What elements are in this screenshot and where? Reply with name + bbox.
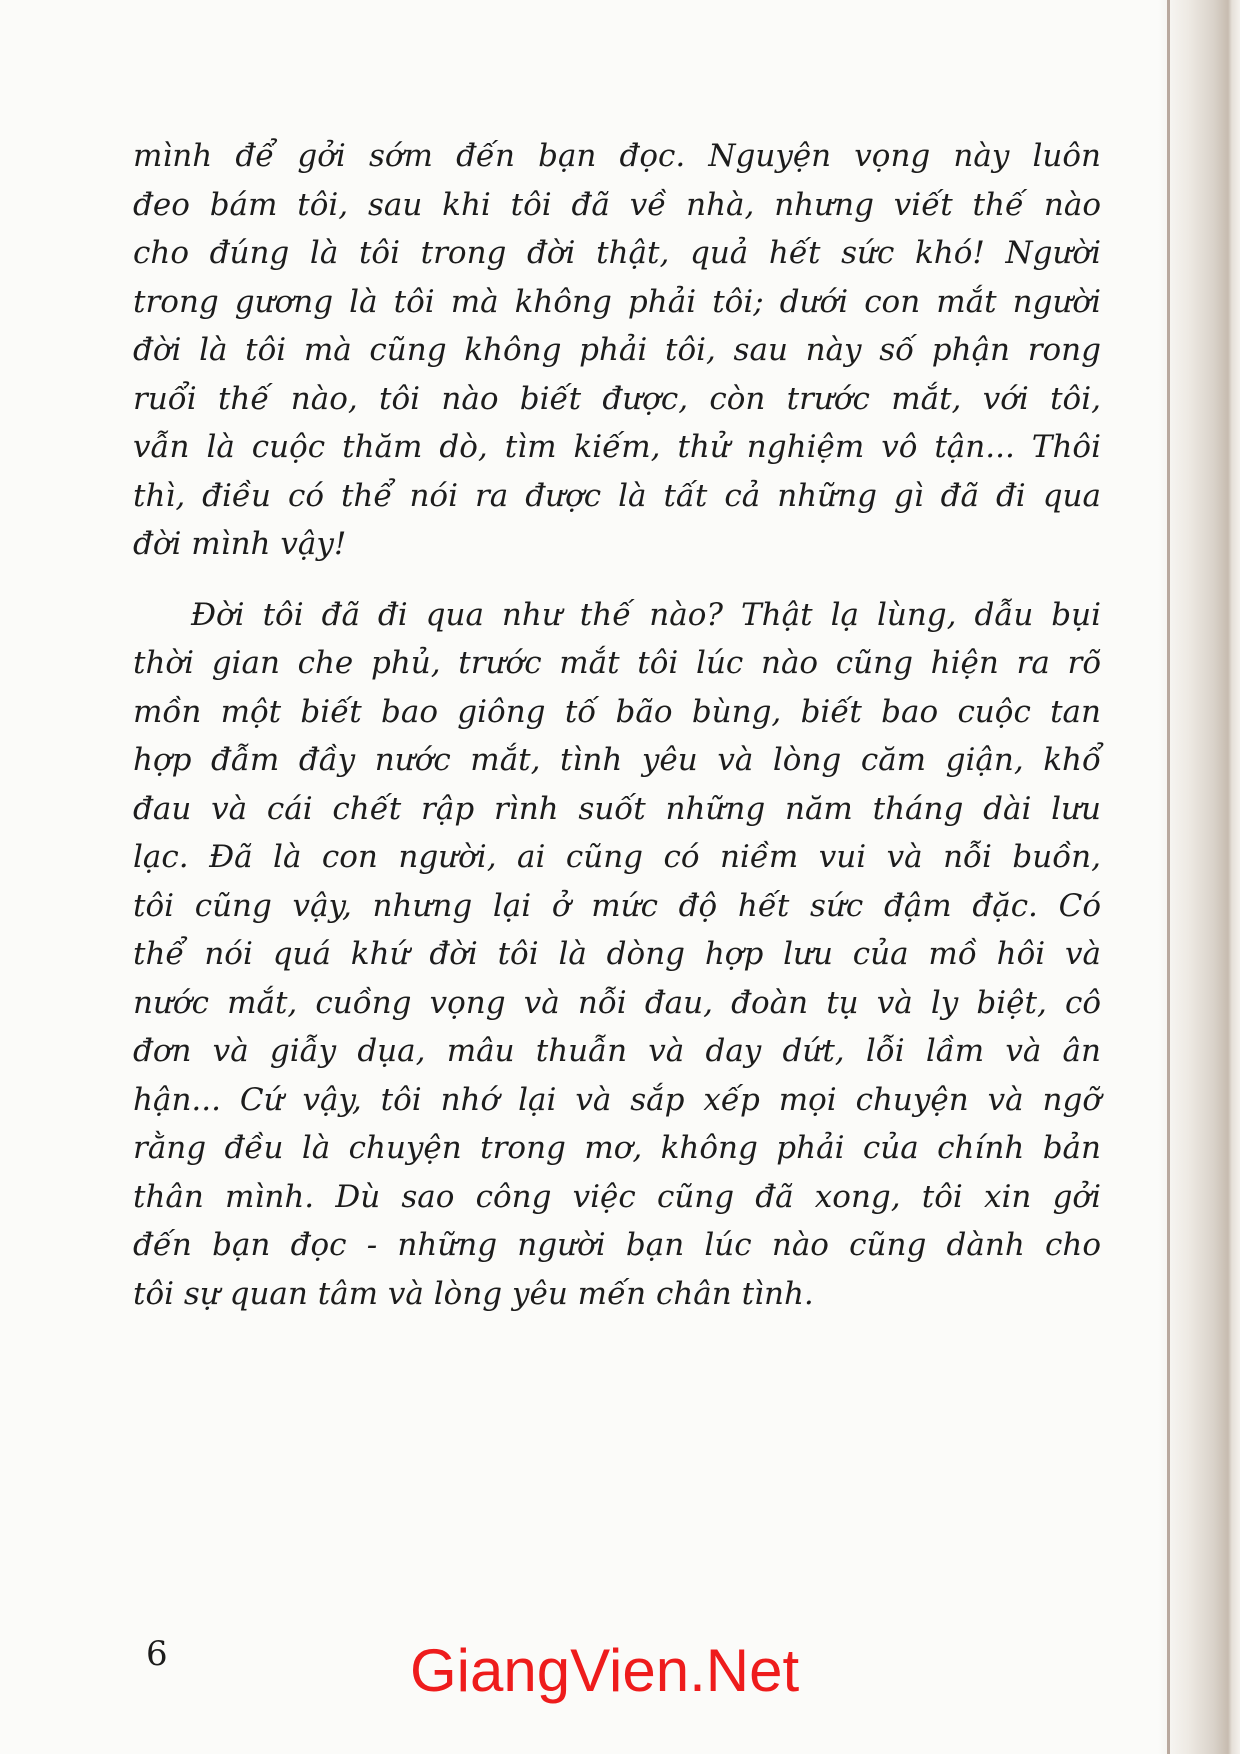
text-line: lạc. Đã là con người, ai cũng có niềm vui và nỗi buồn, — [133, 839, 1101, 875]
text-line: vẫn là cuộc thăm dò, tìm kiếm, thử nghiệm vô tận... Thôi — [133, 429, 1101, 465]
text-line: ruổi thế nào, tôi nào biết được, còn trước mắt, với tôi, — [133, 380, 1101, 417]
paragraph-2 — [133, 591, 1101, 1319]
text-line: thân mình. Dù sao công việc cũng đã xong, tôi xin gởi — [133, 1178, 1101, 1215]
text-line: tôi sự quan tâm và lòng yêu mến chân tình. — [133, 1275, 814, 1312]
text-line: hận... Cứ vậy, tôi nhớ lại và sắp xếp mọi chuyện và ngỡ — [133, 1081, 1101, 1118]
text-line: rằng đều là chuyện trong mơ, không phải của chính bản — [133, 1130, 1101, 1166]
text-line: hợp đẫm đầy nước mắt, tình yêu và lòng căm giận, khổ — [133, 742, 1101, 778]
body-text — [133, 132, 1101, 1318]
text-line: thể nói quá khứ đời tôi là dòng hợp lưu của mồ hôi và — [133, 936, 1101, 972]
page-gutter-line — [1167, 0, 1170, 1754]
site-watermark: GiangVien.Net — [410, 1637, 800, 1704]
text-line: thì, điều có thể nói ra được là tất cả những gì đã đi qua — [133, 477, 1101, 514]
text-line: đời mình vậy! — [133, 526, 347, 562]
text-line: tôi cũng vậy, nhưng lại ở mức độ hết sức đậm đặc. Có — [133, 887, 1101, 924]
page-gutter-shadow — [1158, 0, 1240, 1754]
text-line: mình để gởi sớm đến bạn đọc. Nguyện vọng này luôn — [133, 138, 1101, 174]
page-number: 6 — [146, 1634, 168, 1674]
text-line: thời gian che phủ, trước mắt tôi lúc nào cũng hiện ra rõ — [133, 645, 1101, 681]
text-line: đau và cái chết rập rình suốt những năm tháng dài lưu — [133, 790, 1101, 827]
text-line: Đời tôi đã đi qua như thế nào? Thật lạ lùng, dẫu bụi — [191, 596, 1101, 633]
text-line: mồn một biết bao giông tố bão bùng, biết bao cuộc tan — [133, 693, 1101, 730]
text-line: đến bạn đọc - những người bạn lúc nào cũng dành cho — [133, 1227, 1101, 1263]
text-line: cho đúng là tôi trong đời thật, quả hết sức khó! Người — [133, 235, 1101, 271]
text-line: nước mắt, cuồng vọng và nỗi đau, đoàn tụ và ly biệt, cô — [133, 984, 1101, 1021]
text-line: trong gương là tôi mà không phải tôi; dưới con mắt người — [133, 283, 1101, 320]
text-line: đời là tôi mà cũng không phải tôi, sau này số phận rong — [133, 332, 1101, 368]
paragraph-1 — [133, 132, 1101, 569]
text-line: đơn và giẫy dụa, mâu thuẫn và day dứt, lỗi lầm và ân — [133, 1033, 1101, 1069]
text-line: đeo bám tôi, sau khi tôi đã về nhà, nhưng viết thế nào — [133, 186, 1101, 223]
